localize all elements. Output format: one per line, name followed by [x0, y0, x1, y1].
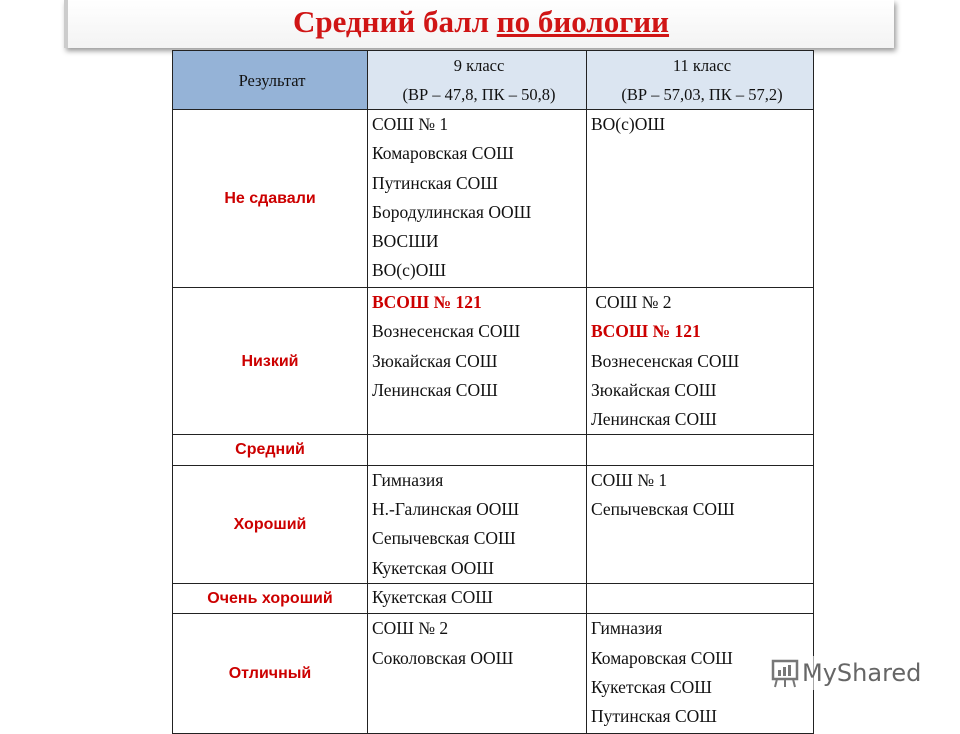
school-name: Гимназия: [591, 618, 663, 639]
header-grade9: [368, 51, 587, 110]
title-underlined: по биологии: [496, 4, 670, 39]
school-name: Зюкайская СОШ: [591, 379, 717, 400]
result-label: Низкий: [173, 288, 368, 435]
school-name: Кукетская ООШ: [372, 557, 494, 578]
table-row: [173, 435, 814, 465]
table-row: [173, 110, 814, 288]
grade11-cell: [587, 465, 814, 583]
school-name: СОШ № 1: [591, 469, 668, 490]
watermark: [768, 656, 921, 690]
header-grade11: [587, 51, 814, 110]
header-row: [173, 51, 814, 110]
title-banner: [64, 0, 894, 48]
school-name: Путинская СОШ: [591, 706, 717, 727]
school-name: Комаровская СОШ: [591, 647, 733, 668]
grade9-cell: [368, 110, 587, 288]
table-row: [173, 583, 814, 613]
school-name: Гимназия: [372, 469, 444, 490]
school-name: СОШ № 2: [372, 618, 449, 639]
school-name: Соколовская ООШ: [372, 647, 514, 668]
school-name: Путинская СОШ: [372, 172, 498, 193]
slide-title: [68, 4, 894, 40]
school-name: ВСОШ № 121: [372, 292, 482, 312]
table-row: [173, 614, 814, 734]
school-name: Ленинская СОШ: [591, 409, 717, 430]
grade11-cell: [587, 288, 814, 435]
school-name: СОШ № 2: [591, 292, 672, 312]
table-row: [173, 465, 814, 583]
results-table: [172, 50, 814, 734]
grade11-scores: (ВР – 57,03, ПК – 57,2): [621, 85, 783, 104]
result-label: Не сдавали: [173, 110, 368, 288]
watermark-text: MyShared: [802, 659, 922, 687]
school-name: Кукетская СОШ: [591, 676, 712, 697]
grade9-cell: [368, 288, 587, 435]
header-result: Результат: [173, 51, 368, 110]
table-row: [173, 288, 814, 435]
title-text: Средний балл: [292, 4, 497, 39]
grade9-cell: [368, 435, 587, 465]
result-label: Хороший: [173, 465, 368, 583]
school-name: Сепычевская СОШ: [591, 499, 735, 520]
grade9-title: 9 класс: [453, 56, 505, 75]
school-name: Комаровская СОШ: [372, 143, 514, 164]
school-name: Сепычевская СОШ: [372, 528, 516, 549]
result-label: Отличный: [173, 614, 368, 734]
result-label: Очень хороший: [173, 583, 368, 613]
grade9-cell: [368, 465, 587, 583]
school-name: Кукетская СОШ: [372, 586, 493, 607]
presentation-icon: [768, 656, 802, 690]
school-name: Ленинская СОШ: [372, 379, 498, 400]
school-name: Вознесенская СОШ: [591, 350, 740, 371]
grade11-cell: [587, 583, 814, 613]
school-name: Н.-Галинская ООШ: [372, 499, 520, 520]
result-label: Средний: [173, 435, 368, 465]
school-name: ВОСШИ: [372, 231, 439, 252]
school-name: ВО(с)ОШ: [591, 114, 666, 134]
school-name: Бородулинская ООШ: [372, 201, 532, 222]
school-name: Вознесенская СОШ: [372, 321, 521, 342]
grade9-scores: (ВР – 47,8, ПК – 50,8): [402, 85, 556, 104]
school-name: ВСОШ № 121: [591, 321, 701, 342]
grade11-title: 11 класс: [672, 56, 732, 75]
grade11-cell: [587, 435, 814, 465]
grade9-cell: [368, 583, 587, 613]
school-name: СОШ № 1: [372, 114, 449, 134]
school-name: Зюкайская СОШ: [372, 350, 498, 371]
school-name: ВО(с)ОШ: [372, 260, 447, 281]
grade9-cell: [368, 614, 587, 734]
grade11-cell: [587, 110, 814, 288]
